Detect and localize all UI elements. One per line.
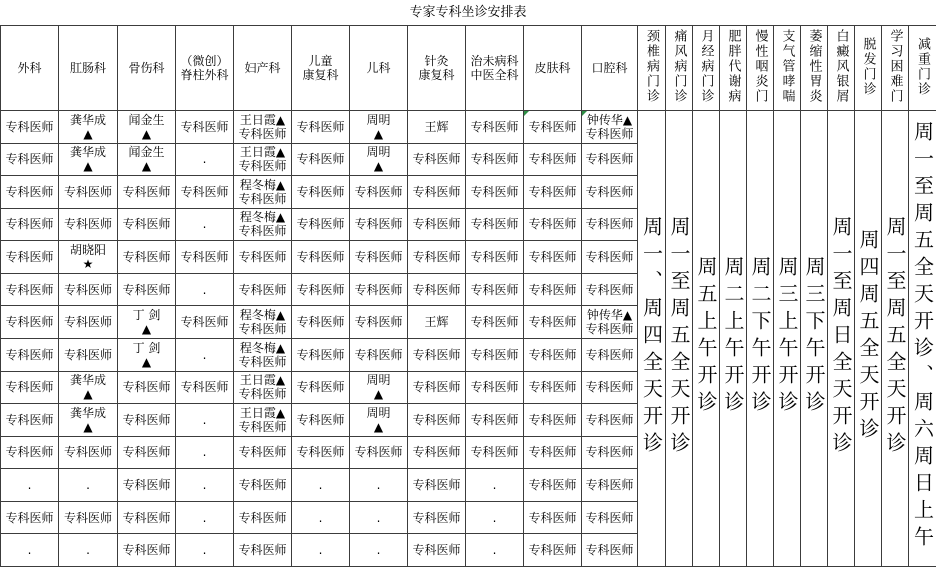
doctor-cell: . [292, 534, 350, 567]
clinic-schedule: 周二上午开诊 [721, 256, 745, 418]
doctor-cell: 专科医师 [292, 176, 350, 209]
doctor-cell: 专科医师 [292, 436, 350, 469]
doctor-cell: 专科医师 [408, 338, 466, 371]
clinic-header [801, 26, 828, 111]
clinic-header [828, 26, 855, 111]
doctor-cell: 专科医师 [234, 534, 292, 567]
doctor-cell: 专科医师 [408, 176, 466, 209]
doctor-cell: 专科医师 [1, 273, 59, 306]
doctor-cell: 专科医师 [234, 469, 292, 502]
clinic-header [747, 26, 774, 111]
doctor-cell: 闻金生 ▲ [118, 111, 176, 144]
doctor-cell: 专科医师 [1, 436, 59, 469]
doctor-cell: 专科医师 [582, 208, 638, 241]
doctor-cell: 专科医师 [524, 241, 582, 274]
doctor-cell: 专科医师 [292, 273, 350, 306]
doctor-cell: 专科医师 [1, 111, 59, 144]
doctor-cell: 王日霞▲ 专科医师 [234, 143, 292, 176]
doctor-cell: 专科医师 [582, 143, 638, 176]
doctor-cell: 专科医师 [350, 273, 408, 306]
clinic-name: 支气管哮喘 [779, 29, 795, 104]
doctor-cell: 王日霞▲ 专科医师 [234, 404, 292, 437]
doctor-cell: 专科医师 [118, 273, 176, 306]
doctor-cell: . [176, 273, 234, 306]
doctor-cell: 专科医师 [234, 501, 292, 534]
department-header: 儿科 [350, 26, 408, 111]
doctor-cell: . [176, 469, 234, 502]
clinic-header [693, 26, 720, 111]
doctor-cell: 专科医师 [408, 404, 466, 437]
doctor-cell: 专科医师 [234, 436, 292, 469]
doctor-cell: 专科医师 [466, 111, 524, 144]
doctor-cell: 王日霞▲ 专科医师 [234, 111, 292, 144]
clinic-name: 萎缩性胃炎 [806, 29, 822, 104]
doctor-cell: 专科医师 [582, 176, 638, 209]
clinic-schedule-cell [638, 111, 666, 567]
doctor-cell: . [292, 501, 350, 534]
doctor-cell: 专科医师 [1, 208, 59, 241]
roster-row [1, 111, 936, 144]
doctor-cell: 专科医师 [350, 208, 408, 241]
doctor-cell: 专科医师 [466, 176, 524, 209]
clinic-schedule: 周四周五全天开诊 [856, 229, 880, 445]
doctor-cell: 专科医师 [408, 371, 466, 404]
clinic-name: 颈椎病门诊 [644, 29, 659, 104]
doctor-cell: 专科医师 [350, 176, 408, 209]
doctor-cell: 专科医师 [466, 436, 524, 469]
doctor-cell: 周明 ▲ [350, 143, 408, 176]
department-header: 针灸 康复科 [408, 26, 466, 111]
doctor-cell: 专科医师 [292, 241, 350, 274]
doctor-cell: 专科医师 [582, 338, 638, 371]
doctor-cell: 专科医师 [59, 176, 118, 209]
clinic-header [855, 26, 882, 111]
clinic-schedule: 周一至周五全天开诊、周六周日上午 [910, 121, 935, 553]
doctor-cell: 专科医师 [292, 143, 350, 176]
doctor-cell: 丁 剑 ▲ [118, 306, 176, 339]
clinic-name: 脱发门诊 [860, 36, 876, 97]
doctor-cell: 专科医师 [350, 436, 408, 469]
doctor-cell: 专科医师 [524, 371, 582, 404]
department-header: 儿童 康复科 [292, 26, 350, 111]
doctor-cell: . [350, 501, 408, 534]
doctor-cell: . [466, 534, 524, 567]
clinic-name: 肥胖代谢病 [725, 29, 741, 104]
doctor-cell: 专科医师 [524, 143, 582, 176]
doctor-cell: 专科医师 [118, 501, 176, 534]
department-header: 骨伤科 [118, 26, 176, 111]
clinic-schedule-cell [774, 111, 801, 567]
schedule-table [0, 25, 936, 567]
clinic-header [638, 26, 666, 111]
doctor-cell: 专科医师 [118, 404, 176, 437]
doctor-cell: 专科医师 [292, 371, 350, 404]
doctor-cell: 专科医师 [466, 241, 524, 274]
doctor-cell: 钟传华▲ 专科医师 [582, 111, 638, 144]
doctor-cell: 专科医师 [524, 208, 582, 241]
doctor-cell: 专科医师 [234, 241, 292, 274]
clinic-schedule-cell [666, 111, 693, 567]
clinic-name: 减重门诊 [915, 36, 930, 97]
doctor-cell: 专科医师 [524, 469, 582, 502]
clinic-name: 白癜风银屑 [833, 29, 849, 104]
doctor-cell: 专科医师 [524, 436, 582, 469]
doctor-cell: 专科医师 [176, 176, 234, 209]
doctor-cell: 龚华成 ▲ [59, 111, 118, 144]
clinic-name: 慢性咽炎门 [752, 29, 768, 104]
department-header: （微创） 脊柱外科 [176, 26, 234, 111]
doctor-cell: 专科医师 [524, 306, 582, 339]
doctor-cell: 专科医师 [1, 404, 59, 437]
doctor-cell: 专科医师 [582, 436, 638, 469]
doctor-cell: 专科医师 [1, 241, 59, 274]
doctor-cell: . [59, 534, 118, 567]
doctor-cell: 专科医师 [118, 436, 176, 469]
sheet-title: 专家专科坐诊安排表 [409, 5, 527, 20]
doctor-cell: 专科医师 [59, 501, 118, 534]
doctor-cell: 专科医师 [582, 371, 638, 404]
doctor-cell: 专科医师 [350, 338, 408, 371]
doctor-cell: 专科医师 [582, 273, 638, 306]
doctor-cell: 专科医师 [292, 208, 350, 241]
clinic-schedule: 周一至周五全天开诊 [883, 215, 907, 459]
clinic-header [720, 26, 747, 111]
doctor-cell: . [466, 469, 524, 502]
clinic-name: 痛风病门诊 [671, 29, 687, 104]
doctor-cell: 专科医师 [1, 143, 59, 176]
doctor-cell: 周明 ▲ [350, 371, 408, 404]
clinic-schedule-cell [909, 111, 936, 567]
clinic-header [882, 26, 909, 111]
department-header: 口腔科 [582, 26, 638, 111]
doctor-cell: 专科医师 [59, 338, 118, 371]
clinic-schedule: 周一至周五全天开诊 [667, 215, 691, 459]
doctor-cell: 龚华成 ▲ [59, 404, 118, 437]
doctor-cell: 专科医师 [118, 469, 176, 502]
doctor-cell: 程冬梅▲ 专科医师 [234, 338, 292, 371]
doctor-cell: 专科医师 [408, 436, 466, 469]
doctor-cell: . [350, 469, 408, 502]
doctor-cell: 专科医师 [582, 404, 638, 437]
doctor-cell: . [176, 404, 234, 437]
doctor-cell: 专科医师 [59, 436, 118, 469]
doctor-cell: 专科医师 [118, 208, 176, 241]
doctor-cell: 周明 ▲ [350, 111, 408, 144]
clinic-schedule-cell [801, 111, 828, 567]
clinic-schedule: 周一至周日全天开诊 [829, 215, 853, 459]
doctor-cell: 专科医师 [466, 338, 524, 371]
doctor-cell: . [59, 469, 118, 502]
doctor-cell: 专科医师 [408, 241, 466, 274]
doctor-cell: 专科医师 [466, 273, 524, 306]
doctor-cell: 专科医师 [118, 241, 176, 274]
doctor-cell: 专科医师 [292, 306, 350, 339]
doctor-cell: 专科医师 [524, 111, 582, 144]
doctor-cell: 周明 ▲ [350, 404, 408, 437]
department-header: 皮肤科 [524, 26, 582, 111]
doctor-cell: 专科医师 [466, 371, 524, 404]
clinic-schedule-cell [747, 111, 774, 567]
doctor-cell: 专科医师 [582, 534, 638, 567]
doctor-cell: 专科医师 [1, 176, 59, 209]
doctor-cell: 专科医师 [408, 501, 466, 534]
doctor-cell: 程冬梅▲ 专科医师 [234, 306, 292, 339]
clinic-schedule: 周一、周四全天开诊 [639, 215, 664, 459]
clinic-schedule: 周五上午开诊 [694, 256, 718, 418]
doctor-cell: 闻金生 ▲ [118, 143, 176, 176]
doctor-cell: . [176, 338, 234, 371]
doctor-cell: 专科医师 [292, 111, 350, 144]
doctor-cell: 专科医师 [1, 501, 59, 534]
doctor-cell: . [292, 469, 350, 502]
doctor-cell: 专科医师 [466, 208, 524, 241]
doctor-cell: 专科医师 [582, 469, 638, 502]
department-header: 肛肠科 [59, 26, 118, 111]
doctor-cell: 龚华成 ▲ [59, 143, 118, 176]
clinic-name: 学习困难门 [887, 29, 903, 104]
doctor-cell: 专科医师 [118, 371, 176, 404]
doctor-cell: 专科医师 [408, 143, 466, 176]
clinic-header [909, 26, 936, 111]
doctor-cell: . [176, 534, 234, 567]
doctor-cell: . [1, 534, 59, 567]
doctor-cell: . [1, 469, 59, 502]
doctor-cell: 专科医师 [176, 111, 234, 144]
doctor-cell: . [176, 436, 234, 469]
clinic-schedule-cell [828, 111, 855, 567]
doctor-cell: 专科医师 [466, 143, 524, 176]
table-body [1, 111, 936, 567]
header-row [1, 26, 936, 111]
doctor-cell: . [176, 208, 234, 241]
clinic-schedule: 周三上午开诊 [775, 256, 799, 418]
doctor-cell: 丁 剑 ▲ [118, 338, 176, 371]
doctor-cell: 专科医师 [59, 273, 118, 306]
doctor-cell: 专科医师 [350, 241, 408, 274]
clinic-schedule: 周三下午开诊 [802, 256, 826, 418]
doctor-cell: 专科医师 [350, 306, 408, 339]
doctor-cell: 专科医师 [118, 176, 176, 209]
doctor-cell: 程冬梅▲ 专科医师 [234, 176, 292, 209]
doctor-cell: 胡晓阳 ★ [59, 241, 118, 274]
doctor-cell: 专科医师 [292, 404, 350, 437]
doctor-cell: 王辉 [408, 306, 466, 339]
doctor-cell: 专科医师 [524, 176, 582, 209]
doctor-cell: 专科医师 [292, 338, 350, 371]
doctor-cell: 专科医师 [59, 306, 118, 339]
doctor-cell: 专科医师 [118, 534, 176, 567]
doctor-cell: 专科医师 [524, 501, 582, 534]
doctor-cell: 王辉 [408, 111, 466, 144]
doctor-cell: 钟传华▲ 专科医师 [582, 306, 638, 339]
doctor-cell: 专科医师 [408, 469, 466, 502]
doctor-cell: 专科医师 [1, 371, 59, 404]
doctor-cell: . [176, 143, 234, 176]
doctor-cell: 专科医师 [524, 338, 582, 371]
doctor-cell: 专科医师 [176, 306, 234, 339]
doctor-cell: 专科医师 [1, 338, 59, 371]
clinic-header [666, 26, 693, 111]
doctor-cell: 专科医师 [408, 273, 466, 306]
doctor-cell: 专科医师 [176, 241, 234, 274]
doctor-cell: 专科医师 [59, 208, 118, 241]
clinic-header [774, 26, 801, 111]
doctor-cell: . [176, 501, 234, 534]
doctor-cell: 龚华成 ▲ [59, 371, 118, 404]
doctor-cell: 专科医师 [176, 371, 234, 404]
doctor-cell: 专科医师 [524, 534, 582, 567]
clinic-name: 月经病门诊 [698, 29, 714, 104]
doctor-cell: 专科医师 [524, 273, 582, 306]
doctor-cell: 专科医师 [408, 208, 466, 241]
doctor-cell: 专科医师 [524, 404, 582, 437]
department-header: 治未病科 中医全科 [466, 26, 524, 111]
doctor-cell: . [350, 534, 408, 567]
clinic-schedule-cell [882, 111, 909, 567]
doctor-cell: 专科医师 [582, 501, 638, 534]
doctor-cell: 专科医师 [408, 534, 466, 567]
doctor-cell: 专科医师 [466, 306, 524, 339]
clinic-schedule-cell [855, 111, 882, 567]
table-header [1, 26, 936, 111]
clinic-schedule: 周二下午开诊 [748, 256, 772, 418]
doctor-cell: 专科医师 [466, 404, 524, 437]
doctor-cell: 专科医师 [234, 273, 292, 306]
doctor-cell: 专科医师 [1, 306, 59, 339]
department-header: 妇产科 [234, 26, 292, 111]
clinic-schedule-cell [693, 111, 720, 567]
doctor-cell: . [466, 501, 524, 534]
department-header: 外科 [1, 26, 59, 111]
doctor-cell: 王日霞▲ 专科医师 [234, 371, 292, 404]
doctor-cell: 专科医师 [582, 241, 638, 274]
doctor-cell: 程冬梅▲ 专科医师 [234, 208, 292, 241]
clinic-schedule-cell [720, 111, 747, 567]
